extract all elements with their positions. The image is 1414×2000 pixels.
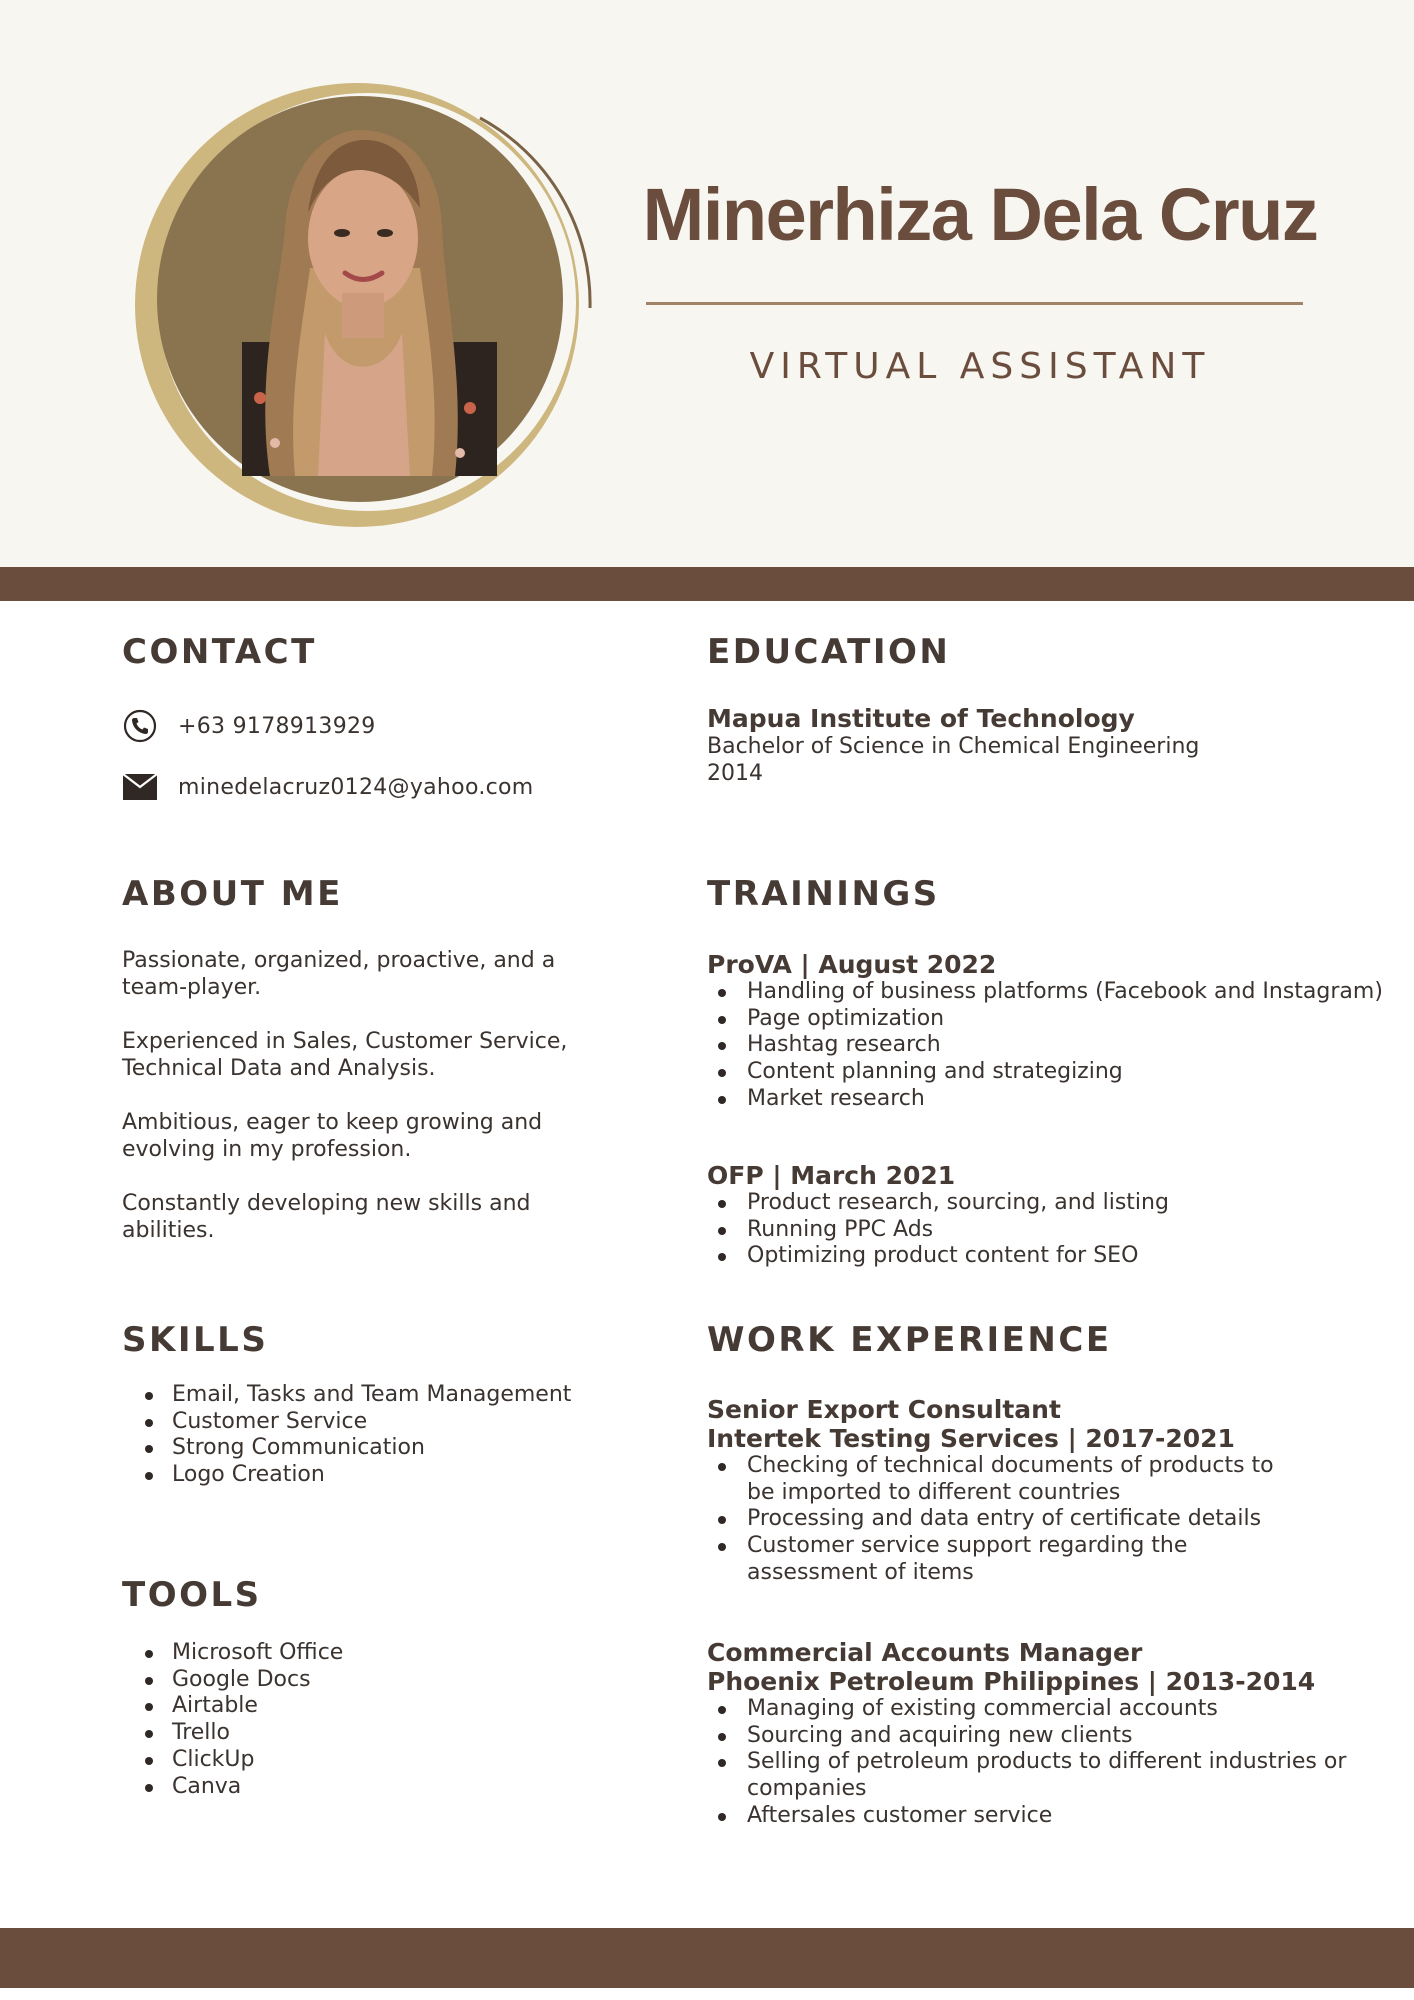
list-item: Canva — [122, 1774, 622, 1801]
list-item: Page optimization — [707, 1006, 1387, 1033]
list-item: Microsoft Office — [122, 1640, 622, 1667]
education-heading: EDUCATION — [707, 632, 951, 672]
tools-heading: TOOLS — [122, 1575, 262, 1615]
graduation-year: 2014 — [707, 761, 763, 786]
about-text — [122, 947, 582, 1271]
contact-phone — [122, 708, 376, 744]
list-item: Email, Tasks and Team Management — [122, 1382, 622, 1409]
trainings-heading: TRAININGS — [707, 874, 940, 914]
skills-list — [122, 1382, 622, 1489]
list-item: Processing and data entry of certificate details — [707, 1506, 1307, 1533]
phone-number[interactable]: +63 9178913929 — [178, 713, 376, 739]
person-name: Minerhiza Dela Cruz — [642, 173, 1318, 256]
training-entry — [707, 950, 1387, 1113]
email-address[interactable]: minedelacruz0124@yahoo.com — [178, 774, 534, 800]
work-entry — [707, 1395, 1347, 1587]
list-item: Checking of technical documents of products to be imported to different countries — [707, 1453, 1307, 1506]
list-item: Product research, sourcing, and listing — [707, 1190, 1387, 1217]
profile-photo — [120, 78, 600, 528]
name-divider — [646, 302, 1303, 305]
job-position: Senior Export Consultant — [707, 1395, 1061, 1424]
company-name: Intertek Testing Services | 2017-2021 — [707, 1424, 1235, 1453]
top-band — [0, 567, 1414, 601]
tools-list-wrap — [122, 1640, 622, 1800]
list-item: Customer Service — [122, 1409, 622, 1436]
degree: Bachelor of Science in Chemical Engineering — [707, 734, 1200, 759]
list-item: Airtable — [122, 1693, 622, 1720]
list-item: Selling of petroleum products to different industries or companies — [707, 1749, 1347, 1802]
job-title: VIRTUAL ASSISTANT — [749, 346, 1211, 387]
list-item: Running PPC Ads — [707, 1217, 1387, 1244]
list-item: Hashtag research — [707, 1032, 1387, 1059]
training-list — [707, 1190, 1387, 1270]
list-item: Customer service support regarding the assessment of items — [707, 1533, 1307, 1586]
job-position: Commercial Accounts Manager — [707, 1638, 1143, 1667]
about-heading: ABOUT ME — [122, 874, 343, 914]
school-name: Mapua Institute of Technology — [707, 704, 1135, 733]
contact-email — [122, 769, 534, 805]
education-entry — [707, 704, 1347, 787]
about-paragraph: Constantly developing new skills and abilities. — [122, 1191, 531, 1243]
about-paragraph: Passionate, organized, proactive, and a team-player. — [122, 948, 556, 1000]
training-list — [707, 979, 1387, 1113]
work-duties-list — [707, 1696, 1347, 1830]
training-title: ProVA | August 2022 — [707, 950, 997, 979]
company-name: Phoenix Petroleum Philippines | 2013-2014 — [707, 1667, 1316, 1696]
work-entry — [707, 1638, 1347, 1830]
list-item: Aftersales customer service — [707, 1803, 1347, 1830]
list-item: Optimizing product content for SEO — [707, 1243, 1387, 1270]
phone-icon — [122, 708, 158, 744]
about-paragraph: Ambitious, eager to keep growing and evolving in my profession. — [122, 1110, 543, 1162]
about-paragraph: Experienced in Sales, Customer Service, Technical Data and Analysis. — [122, 1029, 568, 1081]
list-item: Trello — [122, 1720, 622, 1747]
list-item: Market research — [707, 1086, 1387, 1113]
list-item: Strong Communication — [122, 1435, 622, 1462]
list-item: Google Docs — [122, 1667, 622, 1694]
list-item: Handling of business platforms (Facebook and Instagram) — [707, 979, 1387, 1006]
training-entry — [707, 1161, 1387, 1270]
skills-heading: SKILLS — [122, 1320, 269, 1360]
work-heading: WORK EXPERIENCE — [707, 1320, 1112, 1360]
envelope-icon — [122, 769, 158, 805]
list-item: Content planning and strategizing — [707, 1059, 1387, 1086]
list-item: Logo Creation — [122, 1462, 622, 1489]
tools-list — [122, 1640, 622, 1800]
list-item: Sourcing and acquiring new clients — [707, 1723, 1347, 1750]
work-duties-list — [707, 1453, 1307, 1587]
bottom-band — [0, 1928, 1414, 1988]
training-title: OFP | March 2021 — [707, 1161, 956, 1190]
contact-heading: CONTACT — [122, 632, 317, 672]
list-item: Managing of existing commercial accounts — [707, 1696, 1347, 1723]
list-item: ClickUp — [122, 1747, 622, 1774]
skills-list-wrap — [122, 1382, 622, 1489]
